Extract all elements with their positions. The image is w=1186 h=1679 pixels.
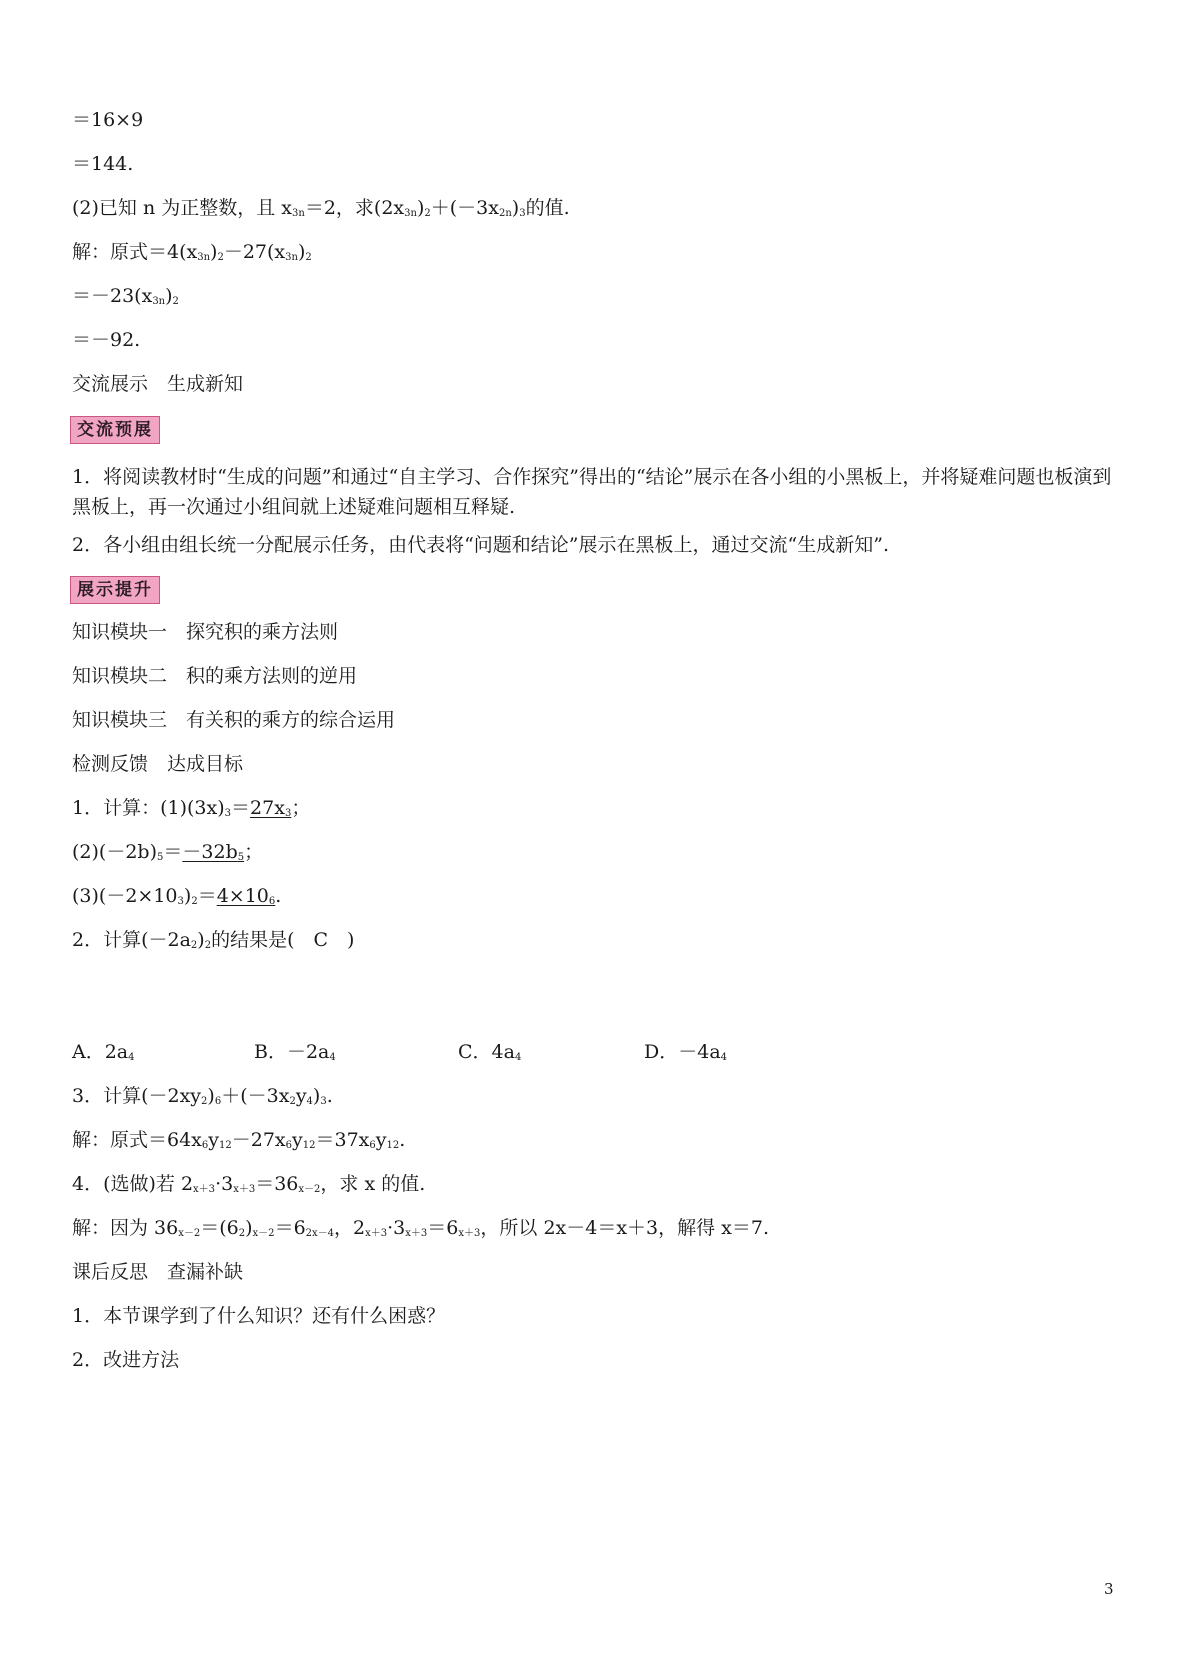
section-heading: 检测反馈 达成目标 [72, 753, 244, 775]
question-line: (2)已知 n 为正整数，且 $x^{3n}=2$，求$(2x^{3n})^2+(-3x^{2n})^3$的值. [72, 197, 570, 219]
exercise-line: 1．计算：$(1)(3x)^3=27x^3$； [72, 797, 311, 819]
section-heading: 交流展示 生成新知 [72, 373, 244, 395]
reflection-line: 2．改进方法 [72, 1349, 180, 1371]
option-c: C．$4a^4$ [458, 1041, 522, 1063]
solution-line: 解：原式$=64x^6y^{12}-27x^6y^{12}=37x^6y^{12}$. [72, 1129, 406, 1151]
module-line: 知识模块二 积的乘方法则的逆用 [72, 665, 358, 687]
solution-line: 解：原式$=4(x^{3n})^2-27(x^{3n})^2$ [72, 241, 312, 263]
text-line: ＝144. [72, 153, 134, 175]
paragraph: 2．各小组由组长统一分配展示任务，由代表将“问题和结论”展示在黑板上，通过交流“生成新知”. [72, 534, 889, 556]
exercise-line: 4．(选做)若 $2^{x+3}\cdot 3^{x+3}=36^{x-2}$，求 x 的值. [72, 1173, 426, 1195]
section-heading: 课后反思 查漏补缺 [72, 1261, 244, 1283]
exercise-line: 2．计算$(-2a^2)^2$的结果是( C ) [72, 929, 355, 951]
exercise-line: 3．计算$(-2xy^2)^6+(-3x^2y^4)^3$. [72, 1085, 333, 1107]
page-number: 3 [1104, 1580, 1114, 1598]
paragraph: 1．将阅读教材时“生成的问题”和通过“自主学习、合作探究”得出的“结论”展示在各小组的小黑板上，并将疑难问题也板演到黑板上，再一次通过小组间就上述疑难问题相互释疑. [72, 466, 1112, 518]
section-badge: 展示提升 [70, 576, 160, 604]
solution-line: ＝－92. [72, 329, 141, 351]
solution-line: 解：因为 $36^{x-2}=(6^2)^{x-2}=6^{2x-4}$，$2^{x+3}\cdot 3^{x+3}=6^{x+3}$，所以 2x－4＝x＋3，解得 x＝7. [72, 1217, 770, 1239]
option-b: B．$-2a^4$ [254, 1041, 336, 1063]
option-d: D．$-4a^4$ [644, 1041, 728, 1063]
exercise-line: $(2)(-2b)^5=-32b^5$； [72, 841, 264, 863]
exercise-line: $(3)(-2\times 10^3)^2=4\times 10^6$. [72, 885, 282, 907]
module-line: 知识模块三 有关积的乘方的综合运用 [72, 709, 396, 731]
section-badge: 交流预展 [70, 416, 160, 444]
option-a: A．$2a^4$ [72, 1041, 135, 1063]
text-line: ＝16×9 [72, 109, 144, 131]
solution-line: $=-23(x^{3n})^2$ [72, 285, 179, 307]
module-line: 知识模块一 探究积的乘方法则 [72, 621, 339, 643]
reflection-line: 1．本节课学到了什么知识？还有什么困惑？ [72, 1305, 446, 1327]
